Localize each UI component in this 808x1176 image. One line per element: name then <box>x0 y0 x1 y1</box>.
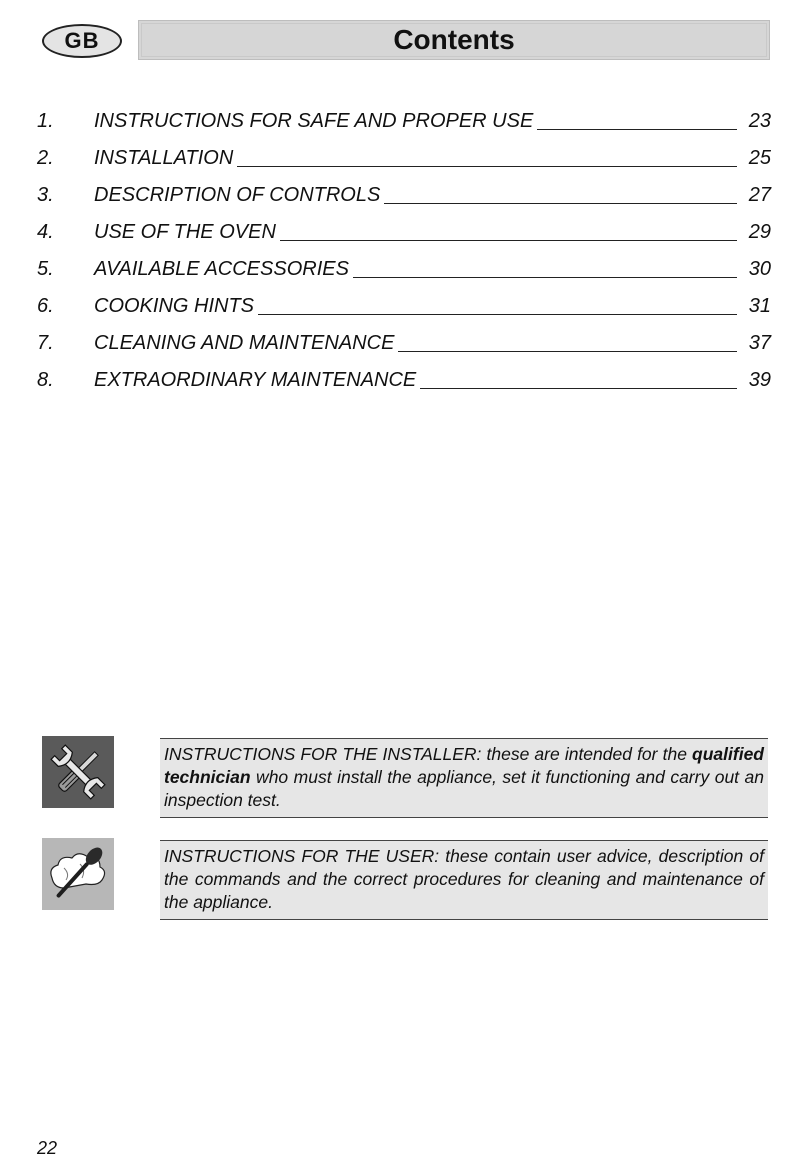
toc-entry-8[interactable] <box>37 355 771 392</box>
toc-number: 1. <box>37 110 54 132</box>
toc-title: AVAILABLE ACCESSORIES <box>94 258 349 280</box>
installer-instructions-text <box>160 738 768 818</box>
toc-entry-5[interactable] <box>37 244 771 281</box>
toc-page: 29 <box>748 221 771 243</box>
installer-text-bold: qualified technician <box>164 744 764 787</box>
installer-text-end: who must install the appliance, set it functioning and carry out an inspection test. <box>164 767 764 810</box>
toc-entry-2[interactable] <box>37 133 771 170</box>
user-instructions-text: INSTRUCTIONS FOR THE USER: these contain user advice, description of the commands and the correct procedures for cleaning and maintenance of the appliance. <box>160 840 768 920</box>
language-badge <box>42 24 122 58</box>
toc-entry-4[interactable] <box>37 207 771 244</box>
toc-title: EXTRAORDINARY MAINTENANCE <box>94 369 417 391</box>
language-code: GB <box>64 28 100 53</box>
toc-title: DESCRIPTION OF CONTROLS <box>94 184 381 206</box>
toc-number: 3. <box>37 184 54 206</box>
toc-title: CLEANING AND MAINTENANCE <box>94 332 395 354</box>
toc-title: INSTALLATION <box>94 147 234 169</box>
toc-page: 30 <box>748 258 771 280</box>
installer-text-start: INSTRUCTIONS FOR THE INSTALLER: these are intended for the <box>164 744 693 764</box>
toc-leader-line <box>353 276 737 278</box>
toc-leader-line <box>398 350 737 352</box>
toc-title: INSTRUCTIONS FOR SAFE AND PROPER USE <box>94 110 534 132</box>
toc-page: 39 <box>748 369 771 391</box>
toc-page: 31 <box>748 295 771 317</box>
toc-leader-line <box>384 202 737 204</box>
toc-page: 37 <box>748 332 771 354</box>
toc-title: USE OF THE OVEN <box>94 221 276 243</box>
page-title: Contents <box>393 24 515 55</box>
toc-number: 8. <box>37 369 54 391</box>
title-bar <box>138 20 770 60</box>
wrench-screwdriver-icon <box>42 736 114 808</box>
toc-number: 4. <box>37 221 54 243</box>
toc-page: 23 <box>748 110 771 132</box>
toc-leader-line <box>420 387 737 389</box>
toc-number: 2. <box>37 147 54 169</box>
toc-number: 6. <box>37 295 54 317</box>
spoon-chef-hat-icon <box>42 838 114 910</box>
toc-page: 27 <box>748 184 771 206</box>
table-of-contents <box>37 96 771 392</box>
toc-number: 7. <box>37 332 54 354</box>
toc-entry-3[interactable] <box>37 170 771 207</box>
toc-page: 25 <box>748 147 771 169</box>
toc-entry-6[interactable] <box>37 281 771 318</box>
toc-leader-line <box>537 128 737 130</box>
toc-entry-1[interactable] <box>37 96 771 133</box>
toc-leader-line <box>237 165 737 167</box>
toc-leader-line <box>280 239 737 241</box>
toc-number: 5. <box>37 258 54 280</box>
page-number: 22 <box>37 1138 58 1158</box>
toc-title: COOKING HINTS <box>94 295 255 317</box>
toc-leader-line <box>258 313 737 315</box>
toc-entry-7[interactable] <box>37 318 771 355</box>
